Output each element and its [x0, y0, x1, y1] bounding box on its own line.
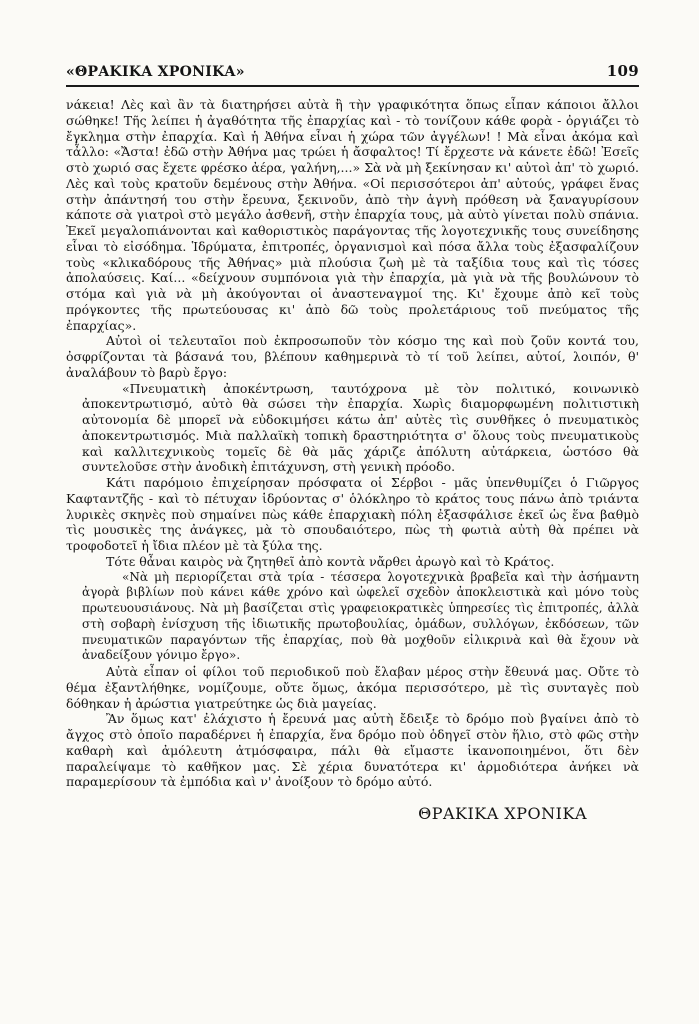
article-body	[66, 97, 639, 790]
quoted-paragraph: «Νὰ μὴ περιορίζεται στὰ τρία - τέσσερα λογοτεχνικὰ βραβεῖα καὶ τὴν ἀσήμαντη ἀγορὰ βιβλίων ποὺ κάνει κάθε χρόνο καὶ ὠφελεῖ σχεδὸν ἀποκλειστικὰ καὶ μόνο τοὺς πρωτευουσιάνους. Νὰ μὴ βασίζεται στὶς γραφειοκρατικὲς ὑπηρεσίες τὶς ἐπιτροπές, ἀλλὰ στὴ σοβαρὴ ἐνίσχυση τῆς ἰδιωτικῆς πρωτοβουλίας, ὁμάδων, συλλόγων, ἐκδόσεων, τῶν πνευματικῶν παραγόντων τῆς ἐπαρχίας, ποὺ θὰ μοχθοῦν εἰλικρινὰ καὶ θὰ ἔχουν νὰ ἀναδείξουν γόνιμο ἔργο».	[82, 569, 639, 663]
paragraph: Τότε θἆναι καιρὸς νὰ ζητηθεῖ ἀπὸ κοντὰ νἄρθει ἀρωγὸ καὶ τὸ Κράτος.	[106, 553, 555, 569]
journal-title: «ΘΡΑΚΙΚΑ ΧΡΟΝΙΚΑ»	[66, 64, 245, 80]
quoted-paragraph: «Πνευματικὴ ἀποκέντρωση, ταυτόχρονα μὲ τὸν πολιτικό, κοινωνικὸ ἀποκεντρωτισμό, αὐτὸ θὰ σώσει τὴν ἐπαρχία. Χωρὶς διαμορφωμένη πολιτιστικὴ αὐτονομία δὲ μπορεῖ νὰ εὐδοκιμήσει κάτω ἀπ' αὐτὲς τὶς συνθῆκες ὁ πνευματικὸς ἀποκεντρωτισμός. Μιὰ παλλαϊκὴ τοπικὴ δραστηριότητα σ' ὅλους τοὺς πνευματικοὺς καὶ καλλιτεχνικοὺς τομεῖς δὲ θὰ μᾶς χάριζε ἀπόλυτη αὐτάρκεια, ὡστόσο θὰ συντελοῦσε στὴν ἀνοδικὴ ἐπιτάχυνση, στὴ γενικὴ πρόοδο.	[82, 380, 639, 475]
paragraph: Κάτι παρόμοιο ἐπιχείρησαν πρόσφατα οἱ Σέρβοι - μᾶς ὑπενθυμίζει ὁ Γιῶργος Καφταντζῆς - καὶ τὸ πέτυχαν ἱδρύοντας σ' ὁλόκληρο τὸ κράτος τους πάνω ἀπὸ τριάντα λυρικὲς σκηνὲς ποὺ σημαίνει πὼς κάθε ἐπαρχιακὴ πόλη ἐξασφάλισε ἐκεῖ ὡς ἕνα βαθμὸ τὶς μουσικὲς της ἀνάγκες, μὰ τὸ σπουδαιότερο, πὼς τὴ φωτιὰ αὐτὴ θὰ πρέπει νὰ τροφοδοτεῖ ἡ ἴδια πλέον μὲ τὰ ξύλα της.	[66, 475, 639, 553]
paragraph: νάκεια! Λὲς καὶ ἂν τὰ διατηρήσει αὐτὰ ἢ τὴν γραφικότητα ὅπως εἶπαν κάποιοι ἄλλοι σώθηκε! Τῆς λείπει ἡ ἀγαθότητα τῆς ἐπαρχίας καὶ - τὸ τονίζουν κάθε φορὰ - ὀργιάζει τὸ ἔγκλημα στὴν ἐπαρχία. Καὶ ἡ Ἀθήνα εἶναι ἡ χώρα τῶν ἀγγέλων! ! Μὰ εἶναι ἀκόμα καὶ τἆλλο: «Ἄστα! ἐδῶ στὴν Ἀθήνα μας τρώει ἡ ἄσφαλτος! Τί ἔρχεστε νὰ κάνετε ἐδῶ! Ἐσεῖς στὸ χωριό σας ἔχετε φρέσκο ἀέρα, γαλήνη,...» Σὰ νὰ μὴ ξεκίνησαν κι' αὐτοὶ ἀπ' τὸ χωριό. Λὲς καὶ τοὺς κρατοῦν δεμένους στὴν Ἀθήνα. «Οἱ περισσότεροι ἀπ' αὐτούς, γράφει ἕνας στὴν ἀπάντησή του στὴν ἔρευνα, ξεκινοῦν, ἀπὸ τὴν ἁγνὴ πρόθεση νὰ ξαναγυρίσουν κάποτε σὰ γιατροὶ στὸ μεγάλο ἀσθενῆ, στὴν ἐπαρχία τους, μὰ αὐτὸ γίνεται πολὺ σπάνια. Ἐκεῖ μεγαλοπιάνονται καὶ καθοριστικὸς παράγοντας τῆς λογοτεχνικῆς τους συνείδησης εἶναι τὸ εἰσόδημα. Ἱδρύματα, ἐπιτροπές, ὀργανισμοὶ καὶ πόσα ἄλλα τοὺς ἐξασφαλίζουν τοὺς «κλικαδόρους τῆς Ἀθήνας» μιὰ πλούσια ζωὴ μὲ τὰ ταξίδια τους καὶ τὶς τόσες ἀπολαύσεις. Καί... «δείχνουν συμπόνοια γιὰ τὴν ἐπαρχία, μὰ γιὰ νὰ τῆς βουλώνουν τὸ στόμα καὶ γιὰ νὰ μὴ ἀκούγονται οἱ ἀναστεναγμοί της. Κι' ἔχουμε ἀπὸ κεῖ τοὺς πρόγκοντες τῆς πρωτεύουσας κι' ἀπὸ δῶ τοὺς προλετάριους τοῦ πνεύματος τῆς ἐπαρχίας».	[66, 97, 639, 333]
paragraph: Αὐτοὶ οἱ τελευταῖοι ποὺ ἐκπροσωποῦν τὸν κόσμο της καὶ ποὺ ζοῦν κοντά του, ὀσφρίζονται τὰ βάσανά του, βλέπουν καθημερινὰ τὸ τί τοῦ λείπει, αὐτοί, λοιπόν, θ' ἀναλάβουν τὸ βαρὺ ἔργο:	[66, 333, 639, 380]
page-number: 109	[606, 62, 639, 80]
paragraph: Ἂν ὅμως κατ' ἐλάχιστο ἡ ἔρευνά μας αὐτὴ ἔδειξε τὸ δρόμο ποὺ βγαίνει ἀπὸ τὸ ἄγχος στὸ ὁποῖο παραδέρνει ἡ ἐπαρχία, ἕνα δρόμο ποὺ ὁδηγεῖ στὸν ἥλιο, στὸ φῶς στὴν καθαρὴ καὶ ἀμόλευτη ἀτμόσφαιρα, πάλι θὰ εἴμαστε ἱκανοποιημένοι, ὅτι δὲν παραλείψαμε τὸ καθῆκον μας. Σὲ χέρια δυνατότερα κι' ἁρμοδιότερα ἀνήκει νὰ παραμερίσουν τὰ ἐμπόδια καὶ ν' ἀνοίξουν τὸ δρόμο αὐτό.	[66, 711, 639, 790]
paragraph: Αὐτὰ εἶπαν οἱ φίλοι τοῦ περιοδικοῦ ποὺ ἔλαβαν μέρος στὴν ἔθευνά μας. Οὔτε τὸ θέμα ἐξαντλήθηκε, νομίζουμε, οὔτε ὅμως, ἀκόμα περισσότερο, μὲ τὶς συνταγὲς ποὺ δόθηκαν ἡ ἀρώστια γιατρεύτηκε ὡς διὰ μαγείας.	[66, 664, 639, 711]
running-header	[66, 62, 639, 87]
signature: ΘΡΑΚΙΚΑ ΧΡΟΝΙΚΑ	[418, 804, 587, 823]
